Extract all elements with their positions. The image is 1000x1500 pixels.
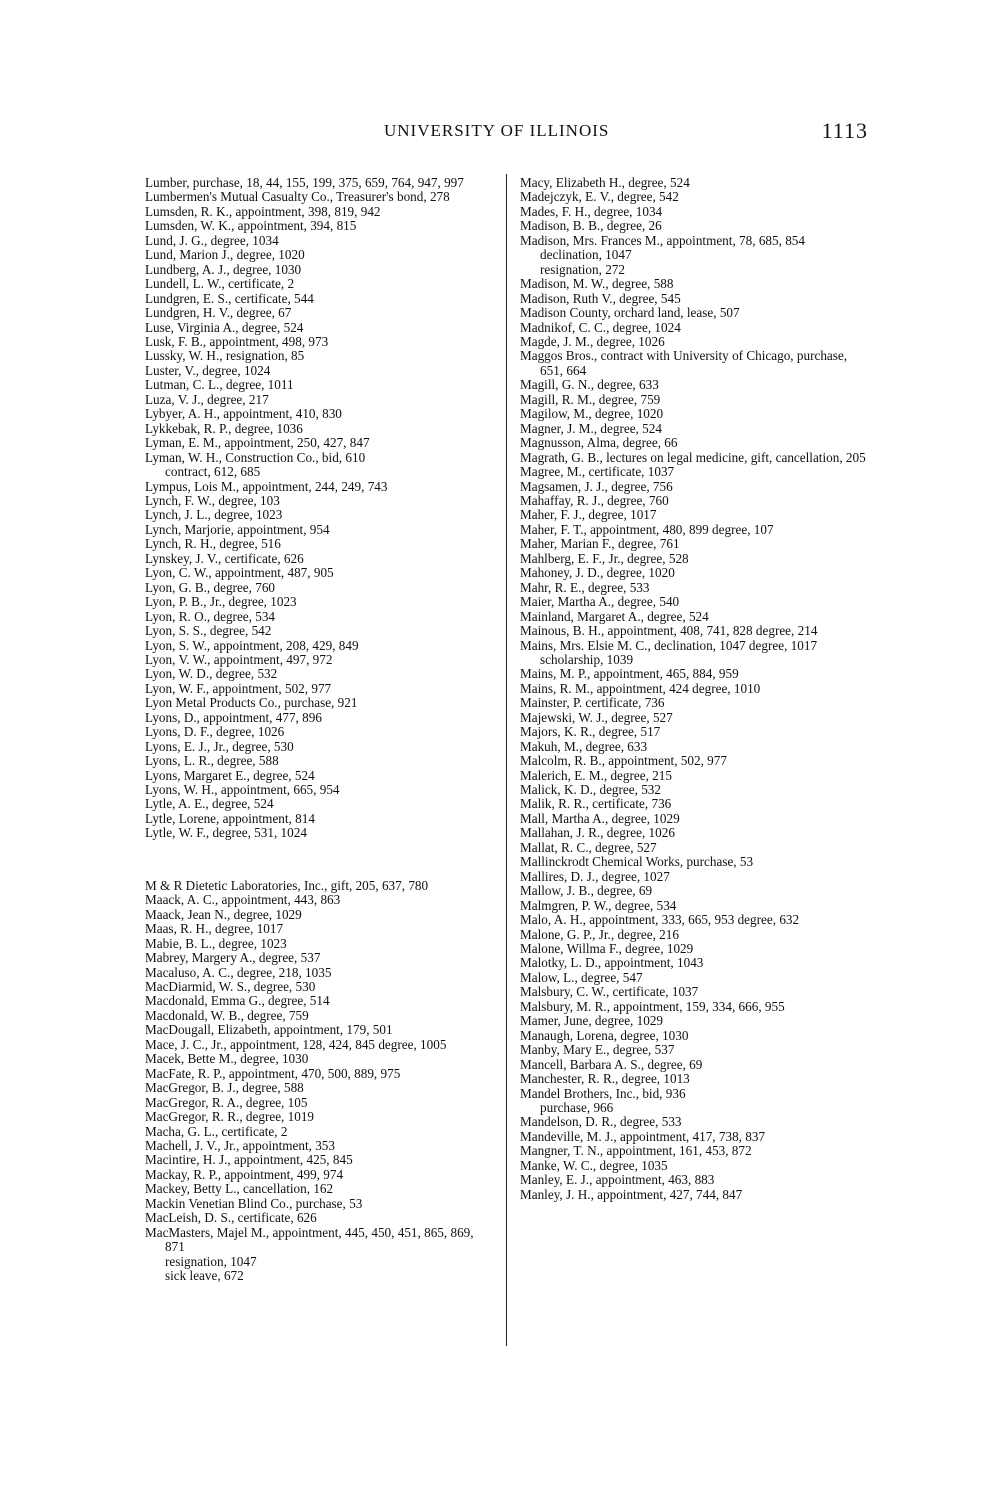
index-entry: contract, 612, 685 xyxy=(165,464,261,480)
index-entry: Magsamen, J. J., degree, 756 xyxy=(520,478,673,494)
index-entry: MacDiarmid, W. S., degree, 530 xyxy=(145,979,316,995)
index-entry: Maher, Marian F., degree, 761 xyxy=(520,536,680,552)
index-entry: Lyon, S. W., appointment, 208, 429, 849 xyxy=(145,637,359,653)
index-entry: Macaluso, A. C., degree, 218, 1035 xyxy=(145,964,332,980)
left-column xyxy=(145,176,491,1284)
index-entry: Lybyer, A. H., appointment, 410, 830 xyxy=(145,406,342,422)
index-entry: Lundgren, H. V., degree, 67 xyxy=(145,305,292,321)
index-entry: Luster, V., degree, 1024 xyxy=(145,362,271,378)
index-entry: Lutman, C. L., degree, 1011 xyxy=(145,377,294,393)
index-entry: Malerich, E. M., degree, 215 xyxy=(520,767,672,783)
index-entry: Lyman, W. H., Construction Co., bid, 610 xyxy=(145,449,366,465)
index-entry: Mahr, R. E., degree, 533 xyxy=(520,579,650,595)
index-entry: Lumsden, W. K., appointment, 394, 815 xyxy=(145,218,357,234)
index-entry: Makuh, M., degree, 633 xyxy=(520,738,648,754)
index-entry: Mancell, Barbara A. S., degree, 69 xyxy=(520,1056,703,1072)
index-entry: Mallinckrodt Chemical Works, purchase, 53 xyxy=(520,854,754,870)
index-entry: Mallahan, J. R., degree, 1026 xyxy=(520,825,675,841)
index-entry: Manke, W. C., degree, 1035 xyxy=(520,1157,668,1173)
index-entry: Madison, B. B., degree, 26 xyxy=(520,218,662,234)
index-entry: Lundgren, E. S., certificate, 544 xyxy=(145,290,314,306)
index-entry: purchase, 966 xyxy=(540,1100,614,1115)
index-entry: Mains, M. P., appointment, 465, 884, 959 xyxy=(520,666,739,682)
index-entry: Lund, Marion J., degree, 1020 xyxy=(145,247,305,263)
index-entry: Lumsden, R. K., appointment, 398, 819, 942 xyxy=(145,203,381,219)
column-divider xyxy=(506,174,507,1346)
index-entry: resignation, 272 xyxy=(540,261,625,277)
index-entry: Magde, J. M., degree, 1026 xyxy=(520,333,665,349)
right-column xyxy=(520,176,872,1202)
page-number: 1113 xyxy=(821,118,868,143)
index-entry: Lyman, E. M., appointment, 250, 427, 847 xyxy=(145,435,370,451)
index-entry: Machell, J. V., Jr., appointment, 353 xyxy=(145,1138,335,1153)
index-entry: Maher, F. J., degree, 1017 xyxy=(520,507,657,523)
index-entry: Lykkebak, R. P., degree, 1036 xyxy=(145,420,303,436)
index-entry: Lynch, F. W., degree, 103 xyxy=(145,492,280,508)
index-entry: Malcolm, R. B., appointment, 502, 977 xyxy=(520,753,727,769)
index-entry: Lyon, W. D., degree, 532 xyxy=(145,666,278,682)
index-entry: Manley, J. H., appointment, 427, 744, 847 xyxy=(520,1186,743,1202)
index-entry: Madison, M. W., degree, 588 xyxy=(520,276,674,292)
running-head: UNIVERSITY OF ILLINOIS xyxy=(384,121,610,140)
index-entry: Macintire, H. J., appointment, 425, 845 xyxy=(145,1152,353,1168)
index-entry: Manby, Mary E., degree, 537 xyxy=(520,1042,675,1058)
index-entry: Majewski, W. J., degree, 527 xyxy=(520,709,673,725)
index-group-l-names xyxy=(145,176,491,841)
index-entry: Mall, Martha A., degree, 1029 xyxy=(520,810,680,826)
index-entry: Lyon, W. F., appointment, 502, 977 xyxy=(145,680,332,696)
index-entry: Lytle, A. E., degree, 524 xyxy=(145,796,274,812)
index-entry: Malik, R. R., certificate, 736 xyxy=(520,796,672,812)
index-entry: Mainland, Margaret A., degree, 524 xyxy=(520,608,709,624)
index-entry: Lyon, C. W., appointment, 487, 905 xyxy=(145,565,334,581)
index-entry: Lundell, L. W., certificate, 2 xyxy=(145,276,295,292)
index-entry: Mades, F. H., degree, 1034 xyxy=(520,203,663,219)
index-entry: Lyon, V. W., appointment, 497, 972 xyxy=(145,651,333,667)
index-entry: Mains, Mrs. Elsie M. C., declination, 1047 degree, 1017 xyxy=(520,637,818,653)
index-entry: Mandel Brothers, Inc., bid, 936 xyxy=(520,1085,686,1101)
index-entry: Malsbury, M. R., appointment, 159, 334, 666, 955 xyxy=(520,998,785,1014)
index-entry: Lyons, W. H., appointment, 665, 954 xyxy=(145,782,340,798)
index-entry: Lusk, F. B., appointment, 498, 973 xyxy=(145,333,329,349)
index-entry: Malow, L., degree, 547 xyxy=(520,969,643,985)
index-entry: Mandelson, D. R., degree, 533 xyxy=(520,1114,682,1130)
index-entry: Manchester, R. R., degree, 1013 xyxy=(520,1071,690,1087)
index-entry: Mackay, R. P., appointment, 499, 974 xyxy=(145,1166,344,1182)
index-entry: Magill, R. M., degree, 759 xyxy=(520,391,661,407)
index-entry: Lyon, R. O., degree, 534 xyxy=(145,608,276,624)
index-entry: Mahaffay, R. J., degree, 760 xyxy=(520,492,669,508)
index-entry: Macek, Bette M., degree, 1030 xyxy=(145,1051,309,1067)
index-entry: Lynch, J. L., degree, 1023 xyxy=(145,507,283,523)
index-entry: Mahoney, J. D., degree, 1020 xyxy=(520,565,675,581)
index-entry: Mace, J. C., Jr., appointment, 128, 424, 845 degree, 1005 xyxy=(145,1036,447,1052)
index-entry: Lyons, Margaret E., degree, 524 xyxy=(145,767,315,783)
index-entry: Magree, M., certificate, 1037 xyxy=(520,464,675,480)
index-entry: Malsbury, C. W., certificate, 1037 xyxy=(520,984,699,1000)
index-entry: Manley, E. J., appointment, 463, 883 xyxy=(520,1172,715,1188)
index-entry: MacGregor, R. R., degree, 1019 xyxy=(145,1109,315,1125)
index-entry: Lynch, Marjorie, appointment, 954 xyxy=(145,521,330,537)
index-group-m-names xyxy=(145,879,491,1284)
index-entry: MacGregor, R. A., degree, 105 xyxy=(145,1094,308,1110)
index-entry: MacFate, R. P., appointment, 470, 500, 889, 975 xyxy=(145,1065,401,1081)
index-entry: Mahlberg, E. F., Jr., degree, 528 xyxy=(520,550,689,566)
index-entry: Madison County, orchard land, lease, 507 xyxy=(520,305,740,321)
index-entry: Mainous, B. H., appointment, 408, 741, 828 degree, 214 xyxy=(520,623,818,639)
index-entry: Malone, G. P., Jr., degree, 216 xyxy=(520,926,679,942)
index-entry: Maack, A. C., appointment, 443, 863 xyxy=(145,892,341,908)
index-entry: Lynskey, J. V., certificate, 626 xyxy=(145,550,304,566)
index-entry: Lund, J. G., degree, 1034 xyxy=(145,232,279,248)
index-entry: MacGregor, B. J., degree, 588 xyxy=(145,1080,304,1096)
index-entry: Malmgren, P. W., degree, 534 xyxy=(520,897,677,913)
index-entry: Magnusson, Alma, degree, 66 xyxy=(520,435,678,451)
index-entry: Macy, Elizabeth H., degree, 524 xyxy=(520,175,690,190)
index-entry: Macdonald, W. B., degree, 759 xyxy=(145,1007,309,1023)
index-entry: M & R Dietetic Laboratories, Inc., gift, 205, 637, 780 xyxy=(145,877,429,893)
index-entry: Madnikof, C. C., degree, 1024 xyxy=(520,319,681,335)
index-entry: Lyon, S. S., degree, 542 xyxy=(145,623,272,639)
index-group-ma-names xyxy=(520,176,872,1202)
index-entry: Majors, K. R., degree, 517 xyxy=(520,724,661,740)
index-entry: Maas, R. H., degree, 1017 xyxy=(145,921,284,937)
index-entry: Lyons, L. R., degree, 588 xyxy=(145,753,279,769)
index-entry: Lyons, D., appointment, 477, 896 xyxy=(145,709,322,725)
index-entry: Mainster, P. certificate, 736 xyxy=(520,695,665,711)
index-entry: Maier, Martha A., degree, 540 xyxy=(520,594,680,610)
index-entry: Mains, R. M., appointment, 424 degree, 1010 xyxy=(520,680,761,696)
index-entry: MacDougall, Elizabeth, appointment, 179, 501 xyxy=(145,1022,393,1038)
index-entry: Malick, K. D., degree, 532 xyxy=(520,782,661,798)
index-entry: Mackey, Betty L., cancellation, 162 xyxy=(145,1181,334,1197)
index-entry: Lyon Metal Products Co., purchase, 921 xyxy=(145,695,358,711)
index-entry: scholarship, 1039 xyxy=(540,651,634,667)
index-entry: Madison, Ruth V., degree, 545 xyxy=(520,290,681,306)
index-entry: Mallow, J. B., degree, 69 xyxy=(520,883,653,899)
index-entry: Magill, G. N., degree, 633 xyxy=(520,377,659,393)
index-entry: Mamer, June, degree, 1029 xyxy=(520,1013,664,1029)
index-entry: Madejczyk, E. V., degree, 542 xyxy=(520,189,679,205)
index-entry: Mandeville, M. J., appointment, 417, 738, 837 xyxy=(520,1128,766,1144)
index-entry: Lytle, W. F., degree, 531, 1024 xyxy=(145,825,307,841)
index-entry: Luza, V. J., degree, 217 xyxy=(145,391,269,407)
index-entry: Lyon, G. B., degree, 760 xyxy=(145,579,276,595)
index-entry: Mallat, R. C., degree, 527 xyxy=(520,839,657,855)
index-entry: Madison, Mrs. Frances M., appointment, 78, 685, 854 xyxy=(520,232,805,248)
index-entry: Mackin Venetian Blind Co., purchase, 53 xyxy=(145,1195,363,1211)
index-entry: Maher, F. T., appointment, 480, 899 degree, 107 xyxy=(520,521,774,537)
index-entry: Malone, Willma F., degree, 1029 xyxy=(520,941,694,957)
index-entry: Maggos Bros., contract with University of Chicago, purchase, 651, 664 xyxy=(520,348,848,378)
index-entry: Mabrey, Margery A., degree, 537 xyxy=(145,950,321,966)
index-entry: Mallires, D. J., degree, 1027 xyxy=(520,868,670,884)
index-entry: Lytle, Lorene, appointment, 814 xyxy=(145,810,315,826)
index-entry: Lympus, Lois M., appointment, 244, 249, 743 xyxy=(145,478,388,494)
index-entry: MacMasters, Majel M., appointment, 445, 450, 451, 865, 869, 871 xyxy=(145,1224,474,1255)
index-entry: sick leave, 672 xyxy=(165,1268,244,1284)
index-entry: Lumber, purchase, 18, 44, 155, 199, 375, 659, 764, 947, 997 xyxy=(145,175,464,190)
index-entry: Mabie, B. L., degree, 1023 xyxy=(145,935,287,951)
index-entry: Lyons, D. F., degree, 1026 xyxy=(145,724,285,740)
index-entry: Manaugh, Lorena, degree, 1030 xyxy=(520,1027,689,1043)
index-entry: Lussky, W. H., resignation, 85 xyxy=(145,348,305,364)
section-gap xyxy=(145,841,491,879)
index-entry: Lundberg, A. J., degree, 1030 xyxy=(145,261,302,277)
index-entry: Malo, A. H., appointment, 333, 665, 953 degree, 632 xyxy=(520,912,800,928)
index-entry: Lyon, P. B., Jr., degree, 1023 xyxy=(145,594,297,610)
index-entry: Maack, Jean N., degree, 1029 xyxy=(145,906,302,922)
index-entry: Magner, J. M., degree, 524 xyxy=(520,420,662,436)
index-entry: MacLeish, D. S., certificate, 626 xyxy=(145,1210,317,1226)
index-entry: Mangner, T. N., appointment, 161, 453, 872 xyxy=(520,1143,752,1159)
index-entry: Lynch, R. H., degree, 516 xyxy=(145,536,281,552)
index-entry: resignation, 1047 xyxy=(165,1253,257,1269)
index-entry: Magilow, M., degree, 1020 xyxy=(520,406,664,422)
index-entry: Macdonald, Emma G., degree, 514 xyxy=(145,993,330,1009)
index-entry: Magrath, G. B., lectures on legal medicine, gift, cancellation, 205 xyxy=(520,449,866,465)
index-entry: Malotky, L. D., appointment, 1043 xyxy=(520,955,704,971)
index-entry: Macha, G. L., certificate, 2 xyxy=(145,1123,288,1139)
index-entry: Lumbermen's Mutual Casualty Co., Treasurer's bond, 278 xyxy=(145,189,450,205)
index-entry: Lyons, E. J., Jr., degree, 530 xyxy=(145,738,294,754)
index-entry: declination, 1047 xyxy=(540,247,632,263)
index-entry: Luse, Virginia A., degree, 524 xyxy=(145,319,304,335)
